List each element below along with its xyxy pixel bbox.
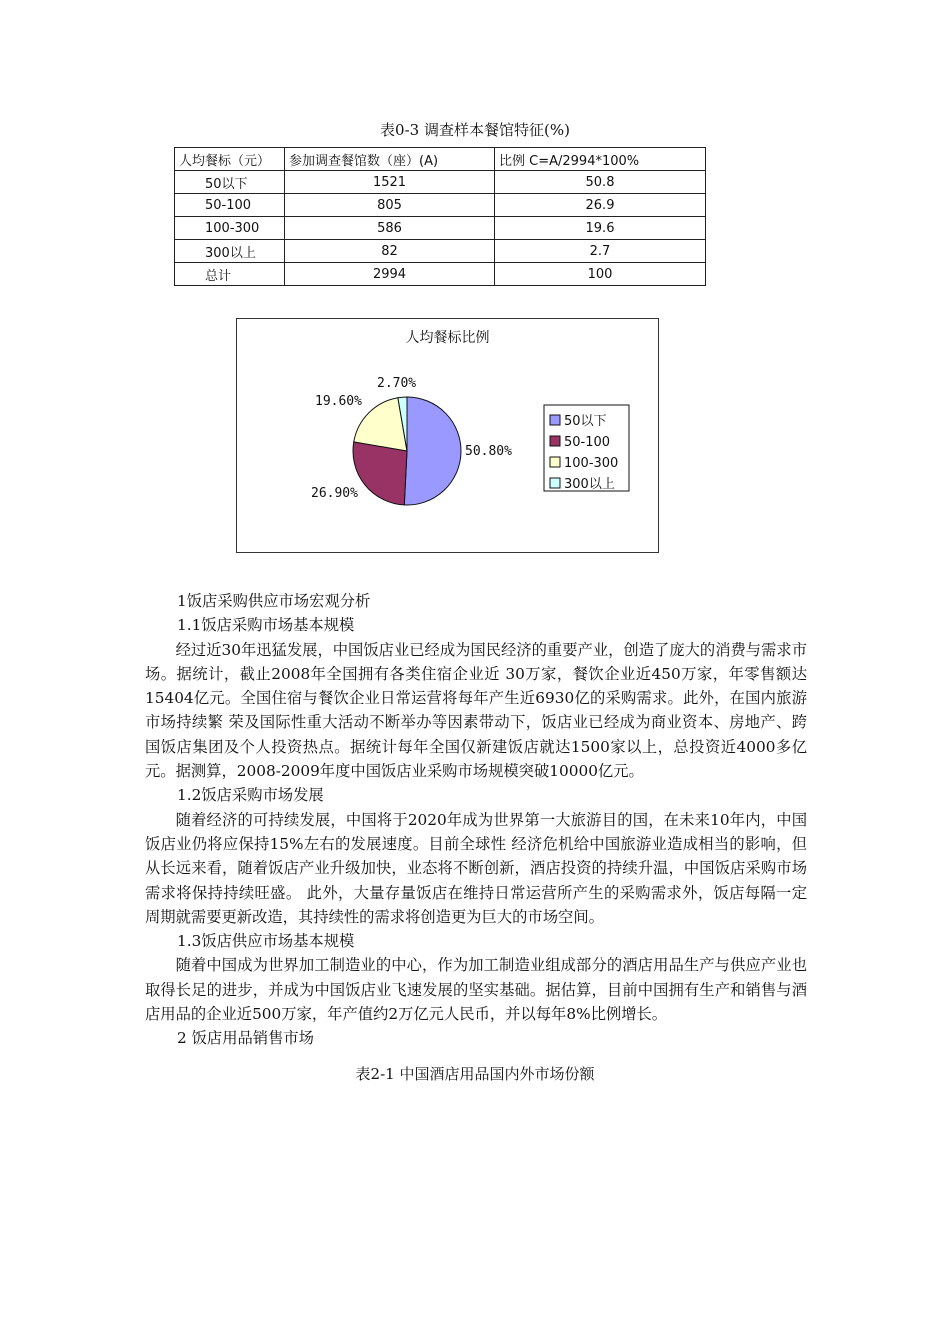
legend-swatch <box>550 415 560 425</box>
table-header-cell: 人均餐标（元） <box>175 148 285 171</box>
table-cell: 100-300 <box>175 217 285 240</box>
legend-label: 300以上 <box>564 477 615 492</box>
table-row <box>175 240 706 263</box>
legend-swatch <box>550 478 560 488</box>
restaurant-sample-table <box>174 147 706 286</box>
table-caption: 表0-3 调查样本餐馆特征(%) <box>380 121 570 139</box>
legend-swatch <box>550 457 560 467</box>
table-row <box>175 217 706 240</box>
legend-swatch <box>550 436 560 446</box>
section-heading: 1.3饭店供应市场基本规模 <box>177 932 355 951</box>
pie-data-label: 26.90% <box>311 486 358 501</box>
paragraph: 经过近30年迅猛发展，中国饭店业已经成为国民经济的重要产业，创造了庞大的消费与需求市场。据统计，截止2008年全国拥有各类住宿企业近 30万家，餐饮企业近450万家，年零售额达15404亿元。全国住宿与餐饮企业日常运营将每年产生近6930亿的采购需求。此外，在国内旅游市场持续繁 荣及国际性重大活动不断举办等因素带动下，饭店业已经成为商业资本、房地产、跨国饭店集团及个人投资热点。据统计每年全国仅新建饭店就达1500家以上，总投资近4000多亿元。据测算，2008-2009年度中国饭店业采购市场规模突破10000亿元。 <box>145 640 807 781</box>
table-header-cell: 参加调查餐馆数（座）(A) <box>285 148 495 171</box>
table-row <box>175 171 706 194</box>
table-header-row <box>175 148 706 171</box>
body-text <box>145 589 807 1051</box>
legend-label: 50-100 <box>564 435 611 450</box>
table-row <box>175 194 706 217</box>
table-caption: 表2-1 中国酒店用品国内外市场份额 <box>355 1065 595 1083</box>
table-cell: 2994 <box>285 263 495 286</box>
table-cell: 50.8 <box>495 171 706 194</box>
table-cell: 300以上 <box>175 240 285 263</box>
table-cell: 805 <box>285 194 495 217</box>
section-heading: 1.1饭店采购市场基本规模 <box>177 616 355 635</box>
table-cell: 19.6 <box>495 217 706 240</box>
table-cell: 100 <box>495 263 706 286</box>
pie-chart <box>237 319 658 552</box>
table-cell: 82 <box>285 240 495 263</box>
chart-title: 人均餐标比例 <box>405 330 490 346</box>
table-cell: 50以下 <box>175 171 285 194</box>
table-row <box>175 263 706 286</box>
table-header-cell: 比例 C=A/2994*100% <box>495 148 706 171</box>
section-heading: 2 饭店用品销售市场 <box>177 1029 314 1048</box>
legend-label: 100-300 <box>564 456 619 471</box>
table-cell: 2.7 <box>495 240 706 263</box>
pie-chart-frame <box>236 318 659 553</box>
table-cell: 26.9 <box>495 194 706 217</box>
pie-data-label: 2.70% <box>377 376 417 391</box>
pie-data-label: 19.60% <box>315 394 362 409</box>
section-heading: 1饭店采购供应市场宏观分析 <box>177 592 371 610</box>
table-cell: 1521 <box>285 171 495 194</box>
table-cell: 50-100 <box>175 194 285 217</box>
section-heading: 1.2饭店采购市场发展 <box>177 786 324 805</box>
paragraph: 随着中国成为世界加工制造业的中心，作为加工制造业组成部分的酒店用品生产与供应产业也取得长足的进步，并成为中国饭店业飞速发展的坚实基础。据估算，目前中国拥有生产和销售与酒店用品的企业近500万家，年产值约2万亿元人民币，并以每年8%比例增长。 <box>145 956 807 1024</box>
pie-slice <box>404 397 461 505</box>
table-cell: 586 <box>285 217 495 240</box>
legend-label: 50以下 <box>564 414 607 429</box>
pie-slice <box>353 442 407 505</box>
paragraph: 随着经济的可持续发展，中国将于2020年成为世界第一大旅游目的国，在未来10年内，中国饭店业仍将应保持15%左右的发展速度。目前全球性 经济危机给中国旅游业造成相当的影响，但从长远来看，随着饭店产业升级加快，业态将不断创新，酒店投资的持续升温，中国饭店采购市场需求将保持持续旺盛。 此外，大量存量饭店在维持日常运营所产生的采购需求外，饭店每隔一定周期就需要更新改造，其持续性的需求将创造更为巨大的市场空间。 <box>145 810 807 926</box>
pie-data-label: 50.80% <box>465 444 512 459</box>
table-cell: 总计 <box>175 263 285 286</box>
